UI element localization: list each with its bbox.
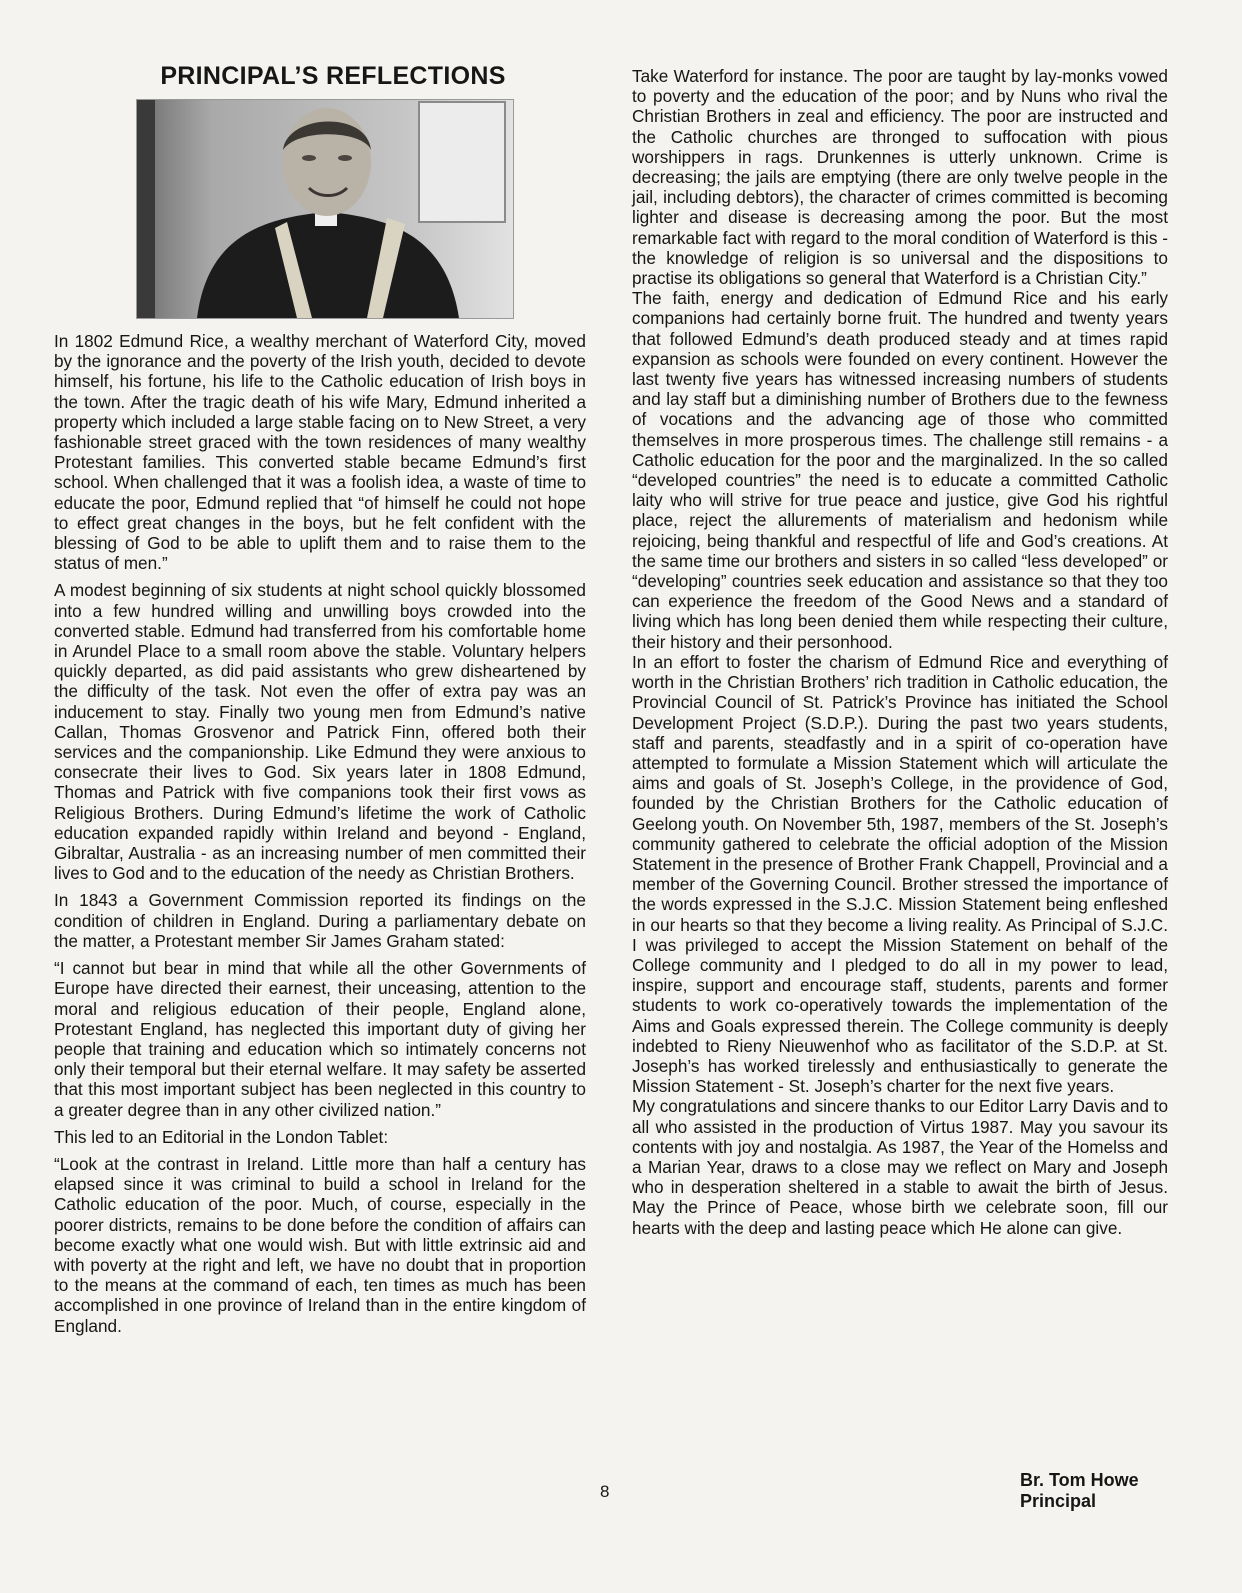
portrait-photo-icon bbox=[137, 100, 513, 318]
page-title: PRINCIPAL’S REFLECTIONS bbox=[160, 62, 506, 90]
principal-photo bbox=[136, 99, 514, 319]
quotation: “Look at the contrast in Ireland. Little more than half a century has elapsed since it was criminal to build a school in Ireland for the Catholic education of the poor. Much, of course, especially in the poorer districts, remains to be done before the condition of affairs can become exactly what one would wish. But with little extrinsic aid and with poverty at the right and left, we have no doubt that in proportion to the means at the command of each, ten times as much has been accomplished in one province of Ireland than in the entire kingdom of England. bbox=[54, 1153, 586, 1336]
paragraph: The faith, energy and dedication of Edmund Rice and his early companions had certainly borne fruit. The hundred and twenty years that followed Edmund’s death produced steady and at times rapid expansion as schools were founded on every continent. However the last twenty five years has witnessed increasing numbers of students and lay staff but a diminishing number of Brothers due to the fewness of vocations and the advancing age of those who committed themselves in more prosperous times. The challenge still remains - a Catholic education for the poor and the marginalized. In the so called “developed countries” the need is to educate a committed Catholic laity who will strive for true peace and justice, give God his rightful place, reject the allurements of materialism and hedonism while rejoicing, being thankful and respectful of life and God’s creations. At the same time our brothers and sisters in so called “less developed” or “developing” countries seek education and assistance so that they too can experience the freedom of the Good News and a standard of living which has long been denied them while respecting their culture, their history and their personhood. bbox=[632, 288, 1168, 652]
quotation: Take Waterford for instance. The poor are taught by lay-monks vowed to poverty and the education of the poor; and by Nuns who rival the Christian Brothers in zeal and efficiency. The poor are instructed and the Catholic churches are thronged to suffocation with pious worshippers in rags. Drunkennes is utterly unknown. Crime is decreasing; the jails are emptying (there are only twelve people in the jail, including debtors), the character of crimes committed is becoming lighter and disease is decreasing among the poor. But the most remarkable fact with regard to the moral condition of Waterford is this - the knowledge of religion is so universal and the dispositions to practise its obligations so general that Waterford is a Christian City.” bbox=[632, 66, 1168, 289]
paragraph: In 1802 Edmund Rice, a wealthy merchant of Waterford City, moved by the ignorance and the poverty of the Irish youth, decided to devote himself, his fortune, his life to the Catholic education of Irish boys in the town. After the tragic death of his wife Mary, Edmund inherited a property which included a large stable facing on to New Street, a very fashionable street graced with the town residences of many wealthy Protestant families. This converted stable became Edmund’s first school. When challenged that it was a foolish idea, a waste of time to educate the poor, Edmund replied that “of himself he could not hope to effect great changes in the boys, but he felt confident with the blessing of God to be able to uplift them and to raise them to the status of men.” bbox=[54, 331, 586, 574]
paragraph: My congratulations and sincere thanks to our Editor Larry Davis and to all who assisted in the production of Virtus 1987. May you savour its contents with joy and nostalgia. As 1987, the Year of the Homelss and a Marian Year, draws to a close may we reflect on Mary and Joseph who in desperation sheltered in a stable to await the birth of Jesus. May the Prince of Peace, whose birth we celebrate soon, fill our hearts with the deep and lasting peace which He alone can give. bbox=[632, 1096, 1168, 1238]
signature-role: Principal bbox=[1020, 1491, 1097, 1511]
quotation: “I cannot but bear in mind that while all the other Governments of Europe have directed their earnest, their unceasing, attention to the moral and religious education of their people, England alone, Protestant England, has neglected this important duty of giving her people that training and education which so intimately concerns not only their temporal but their eternal welfare. It may safety be asserted that this most important subject has been neglected in this country to a greater degree than in any other civilized nation.” bbox=[54, 958, 586, 1120]
signature-block bbox=[1020, 1470, 1139, 1512]
page-number: 8 bbox=[600, 1482, 610, 1501]
paragraph: A modest beginning of six students at night school quickly blossomed into a few hundred willing and unwilling boys crowded into the converted stable. Edmund had transferred from his comfortable home in Arundel Place to a small room above the stable. Voluntary helpers quickly departed, as did paid assistants who grew disheartened by the difficulty of the task. Not even the offer of extra pay was an inducement to stay. Finally two young men from Edmund’s native Callan, Thomas Grosvenor and Patrick Finn, offered both their services and the companionship. Like Edmund they were anxious to consecrate their lives to God. Six years later in 1808 Edmund, Thomas and Patrick with five companions took their first vows as Religious Brothers. During Edmund’s lifetime the work of Catholic education expanded rapidly within Ireland and beyond - England, Gibraltar, Australia - as an increasing number of men committed their lives to God and to the education of the needy as Christian Brothers. bbox=[54, 580, 586, 884]
left-column bbox=[54, 62, 586, 1336]
paragraph: In an effort to foster the charism of Edmund Rice and everything of worth in the Christian Brothers’ rich tradition in Catholic education, the Provincial Council of St. Patrick’s Province has initiated the School Development Project (S.D.P.). During the past two years students, staff and parents, steadfastly and in a spirit of co-operation have attempted to formulate a Mission Statement which will articulate the aims and goals of St. Joseph’s College, in the providence of God, founded by the Christian Brothers for the Catholic education of Geelong youth. On November 5th, 1987, members of the St. Joseph’s community gathered to celebrate the official adoption of the Mission Statement in the presence of Brother Frank Chappell, Provincial and a member of the Governing Council. Brother stressed the importance of the words expressed in the S.J.C. Mission Statement being enfleshed in our hearts so that they become a living reality. As Principal of S.J.C. I was privileged to accept the Mission Statement on behalf of the College community and I pledged to do all in my power to lead, inspire, support and encourage staff, students, parents and former students to work co-operatively towards the implementation of the Aims and Goals expressed therein. The College community is deeply indebted to Rieny Nieuwenhof who as facilitator of the S.D.P. at St. Joseph’s has worked tirelessly and enthusiastically to generate the Mission Statement - St. Joseph’s charter for the next five years. bbox=[632, 651, 1168, 1097]
paragraph: This led to an Editorial in the London Tablet: bbox=[54, 1126, 389, 1147]
paragraph: In 1843 a Government Commission reported its findings on the condition of children in England. During a parliamentary debate on the matter, a Protestant member Sir James Graham stated: bbox=[54, 890, 586, 951]
signature-name: Br. Tom Howe bbox=[1020, 1470, 1139, 1490]
right-column bbox=[632, 66, 1168, 1238]
